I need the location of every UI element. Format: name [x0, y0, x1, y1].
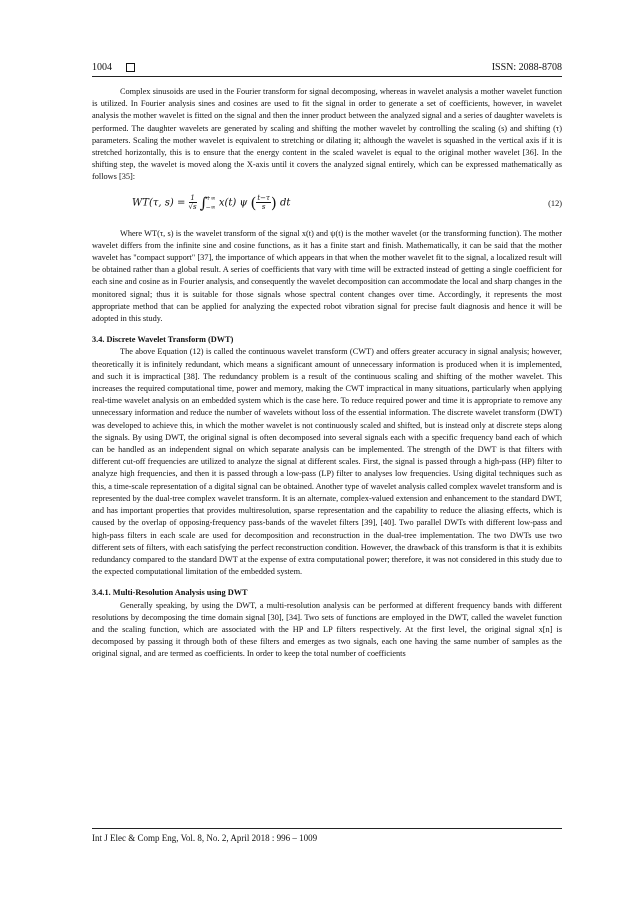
paragraph-intro: Complex sinusoids are used in the Fourier transform for signal decomposing, whereas in wavelet analysis a mother wavelet function is utilized. In Fourier analysis sines and cosines are used to fit the signal in order to generate a set of coefficients, however, in wavelet analysis the mother wavelet is fitted on the signal and then the inner product between the analyzed signal and a series of daughter wavelets is performed. The daughter wavelets are generated by scaling and shifting the mother wavelet by controlling the scaling (s) and shifting (τ) parameters. Scaling the mother wavelet is equivalent to stretching or dilating it; although the wavelet is squashed in the vertical axis if it is stretched horizontally, this is to ensure that the energy content in the scaled wavelet is equal to the original mother wavelet [36]. In the shifting step, the wavelet is moved along the X-axis until it covers the analyzed signal entirely, which can be expressed mathematically as follows [35]: [92, 87, 562, 182]
equation-number: (12) [548, 198, 562, 208]
footer-rule [92, 828, 562, 829]
paragraph-where: Where WT(τ, s) is the wavelet transform of the signal x(t) and ψ(t) is the mother wavelet (or the transforming function). The mother wavelet differs from the infinite sine and cosine functions, as it has a finite start and finish. Mathematically, it can be said that the mother wavelet has "compact support" [37], the importance of which appears in that when the mother wavelet fit to the signal, a localized result will be obtained rather than a global result. A series of coefficients that vary with time will be extracted instead of getting a single coefficient for each sine and cosine as in Fourier analysis, and consequently the wavelet decomposition can accommodate the local and sharp changes in the monitored signal; thus it is suitable for those signals whose spectral content changes over time. Accordingly, it represents the most appropriate method that can be applied for analyzing the expected robot vibration signal for precise fault diagnosis and hence it will be adopted in this study. [92, 228, 562, 324]
equation-formula [132, 194, 290, 212]
integral-lower: −∞ [205, 203, 216, 211]
equation-12 [92, 188, 562, 222]
integral-sign: ∫ [199, 193, 208, 212]
issn-label: ISSN: 2088-8708 [491, 62, 562, 73]
equation-prefactor [189, 194, 197, 211]
prefactor-denominator: √s [188, 203, 197, 212]
left-paren: ( [250, 193, 257, 212]
prefactor-numerator: 1 [190, 194, 195, 203]
equation-integrand: x(t) ψ [218, 197, 248, 209]
section-heading-3-4-1: 3.4.1. Multi-Resolution Analysis using DWT [92, 588, 248, 598]
paragraph-dwt: The above Equation (12) is called the continuous wavelet transform (CWT) and offers greater accuracy in signal analysis; however, theoretically it is infinitely redundant, which means a significant amount of unnecessary information is produced when it is implemented, and such it is impractical [38]. The redundancy problem is a result of the continuous scaling and shifting of the mother wavelet. This increases the required computational time, power and memory, making the CWT impractical in many situations, particularly when applying real-time wavelet analysis on an embedded system which is the case here. To reduce required power and time it is appropriate to remove any unnecessary information and reduce the number of wavelets without loss of the essential information. The discrete wavelet transform (DWT) was developed to achieve this, in which the mother wavelet is not continuously scaled and shifted, but is instead only at discrete steps along the signals. By using DWT, the original signal is often decomposed into several signals each with a specific frequency band each of which can be handled as an independent signal on which separate analysis can be implemented. The strength of the DWT is that filters with different cut-off frequencies are utilized to analyze the signal at different scales. First, the signal is passed through a high-pass (HP) filter to analyze high frequencies, and then it is passed through a low-pass (LP) filter to analyses low frequencies. Using digital techniques such as this, a time-scale representation of a digital signal can be obtained. Another type of wavelet analysis called complex wavelet transform and is represented by the dual-tree complex wavelet transform. It is an alternate, complex-valued extension and enhancement to the standard DWT, and has important properties that provides multiresolution, sparse representation and the capability to reduce the aliasing effects, which is caused by the overlap of opposing-frequency pass-bands of the wavelet filters [39], [40]. Two parallel DWTs with different low-pass and high-pass filters in each scale are used for decomposition and reconstruction in the dual-tree implementation. The two DWTs use two different sets of filters, with each satisfying the perfect reconstruction condition. However, the drawback of this transform is that it is exhibits redundancy compared to the standard DWT at the expense of extra computational power; therefore, it was not considered in this study due to the expected computational limitation of the embedded system. [92, 347, 562, 577]
equation-lhs: WT(τ, s) = [132, 197, 186, 209]
paragraph-mra: Generally speaking, by using the DWT, a multi-resolution analysis can be performed at different frequency bands with different resolutions by decomposing the time domain signal [30], [34]. Two sets of functions are employed in the DWT, called the wavelet function and the scaling function, which are associated with the HP and LP filters respectively. At the first level, the original signal x[n] is decomposed by passing it through both of these filters and emerges as two signals, each one having the same number of samples as the original signal, and are termed as coefficients. In order to keep the total number of coefficients [92, 600, 562, 659]
section-heading-3-4: 3.4. Discrete Wavelet Transform (DWT) [92, 335, 234, 345]
argument-denominator: s [261, 203, 266, 212]
page-number: 1004 [92, 62, 112, 73]
header-box-icon [126, 63, 135, 72]
argument-numerator: t−τ [257, 194, 270, 203]
integral-limits [206, 194, 216, 212]
integral-upper: +∞ [205, 194, 216, 202]
page-body [92, 86, 562, 661]
equation-differential: dt [279, 197, 291, 209]
header-rule [92, 76, 562, 77]
right-paren: ) [270, 193, 277, 212]
wavelet-argument [256, 194, 271, 211]
journal-footer: Int J Elec & Comp Eng, Vol. 8, No. 2, April 2018 : 996 – 1009 [92, 833, 318, 843]
